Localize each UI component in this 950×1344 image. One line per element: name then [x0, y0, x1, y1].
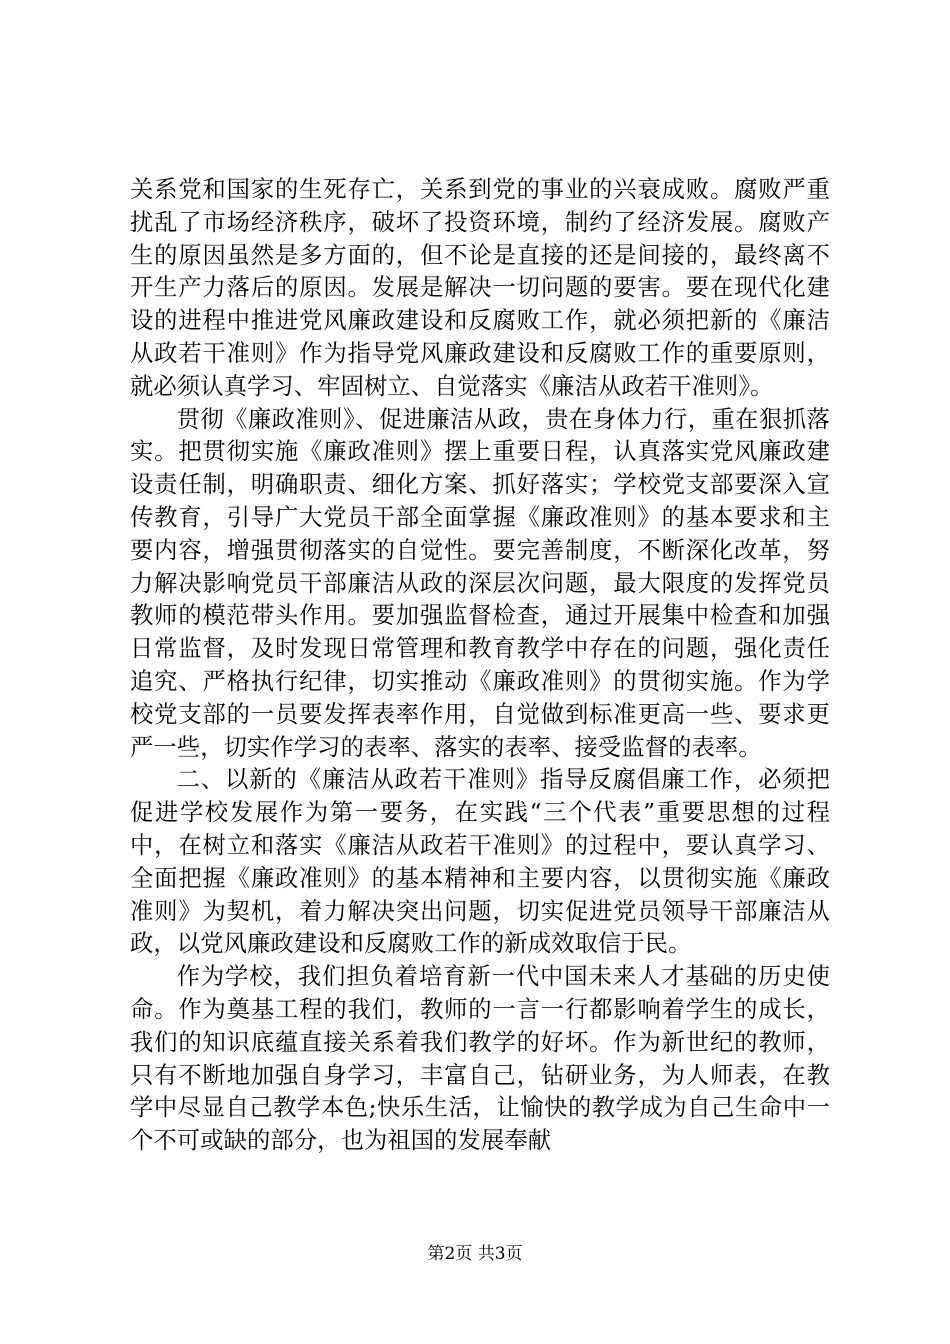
paragraph-2: 贯彻《廉政准则》、促进廉洁从政，贵在身体力行，重在狠抓落实。把贯彻实施《廉政准则》摆上重要日程，认真落实党风廉政建设责任制，明确职责、细化方案、抓好落实；学校党支部要深入宣传教育，引导广大党员干部全面掌握《廉政准则》的基本要求和主要内容，增强贯彻落实的自觉性。要完善制度，不断深化改革，努力解决影响党员干部廉洁从政的深层次问题，最大限度的发挥党员教师的模范带头作用。要加强监督检查，通过开展集中检查和加强日常监督，及时发现日常管理和教育教学中存在的问题，强化责任追究、严格执行纪律，切实推动《廉政准则》的贯彻实施。作为学校党支部的一员要发挥表率作用，自觉做到标准更高一些、要求更严一些，切实作学习的表率、落实的表率、接受监督的表率。: [130, 405, 830, 761]
page-number-label: 第2页 共3页: [427, 1244, 523, 1264]
paragraph-1: 关系党和国家的生死存亡，关系到党的事业的兴衰成败。腐败严重扰乱了市场经济秩序，破坏了投资环境，制约了经济发展。腐败产生的原因虽然是多方面的，但不论是直接的还是间接的，最终离不开生产力落后的原因。发展是解决一切问题的要害。要在现代化建设的进程中推进党风廉政建设和反腐败工作，就必须把新的《廉洁从政若干准则》作为指导党风廉政建设和反腐败工作的重要原则，就必须认真学习、牢固树立、自觉落实《廉洁从政若干准则》。: [130, 176, 830, 400]
document-body: [130, 174, 830, 1158]
paragraph-3: 二、以新的《廉洁从政若干准则》指导反腐倡廉工作，必须把促进学校发展作为第一要务，在实践“三个代表”重要思想的过程中，在树立和落实《廉洁从政若干准则》的过程中，要认真学习、全面把握《廉政准则》的基本精神和主要内容，以贯彻实施《廉政准则》为契机，着力解决突出问题，切实促进党员领导干部廉洁从政，以党风廉政建设和反腐败工作的新成效取信于民。: [130, 766, 830, 958]
paragraph-4: 作为学校，我们担负着培育新一代中国未来人才基础的历史使命。作为奠基工程的我们，教师的一言一行都影响着学生的成长，我们的知识底蕴直接关系着我们教学的好坏。作为新世纪的教师，只有不断地加强自身学习，丰富自己，钻研业务，为人师表，在教学中尽显自己教学本色;快乐生活，让愉快的教学成为自己生命中一个不可或缺的部分，也为祖国的发展奉献: [130, 963, 830, 1155]
page-footer: [0, 1243, 950, 1265]
